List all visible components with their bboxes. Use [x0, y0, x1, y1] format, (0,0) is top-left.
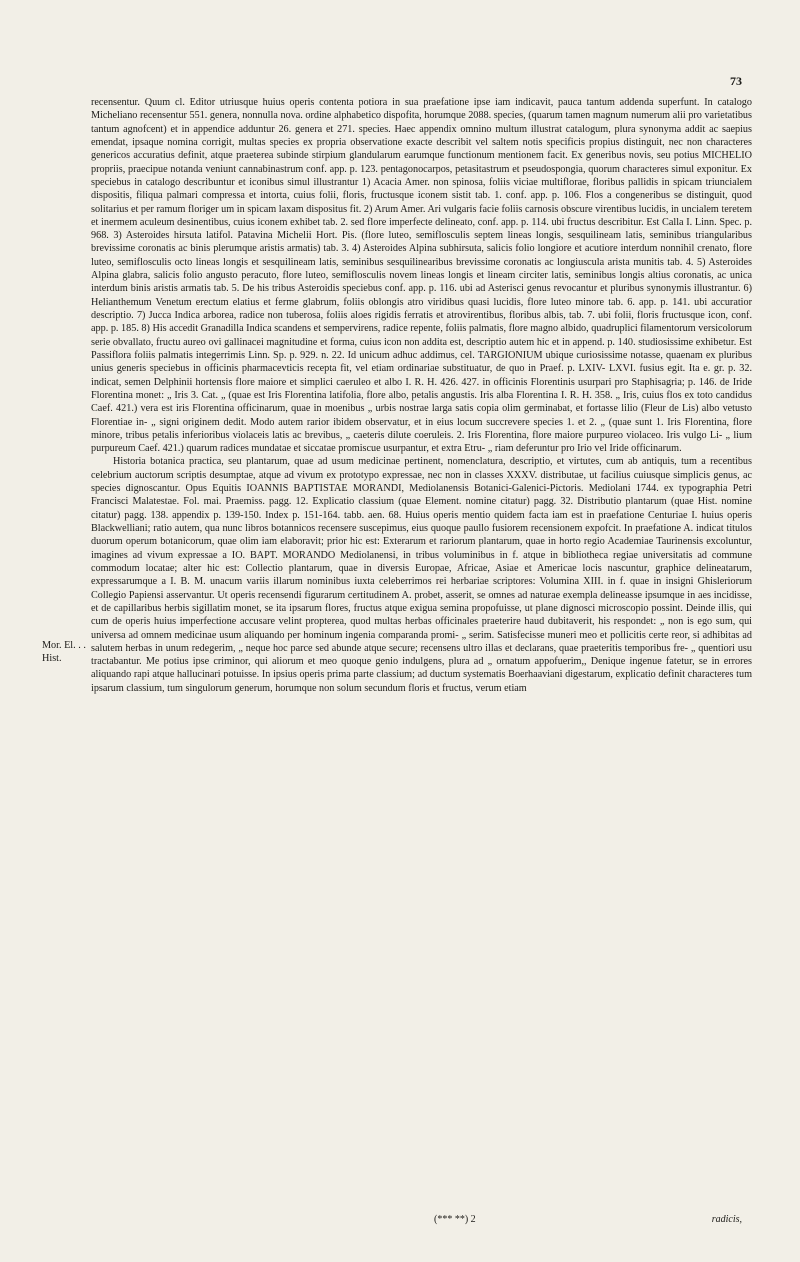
body-text — [91, 96, 752, 695]
signature-mark: (*** **) 2 — [434, 1214, 476, 1225]
paragraph-targioni-catalogue: recensentur. Quum cl. Editor utriusque huius operis contenta potiora in sua praefatione ipse iam indicavit, pauca tantum addenda superfunt. In catalogo Micheliano recensentur 551. genera, nonnulla nova. ordine alphabetico dispofita, horumque 2088. species, (quarum tamen magnum numerum alii pro varietatibus tantum agnofcent) et in appendice adduntur 26. genera et 271. species. Haec appendix omnino multum illustrat catalogum, plura synonyma addit ac saepius emendat, ipsaque nomina corrigit, multas species ex propria observatione exacte describit vel saltem notis specificis propius distinguit, nec non characteres genericos accuratius definit, atque praeterea subinde stirpium glandularum earumque functionum mentionem facit. Ex generibus novis, seu potius MICHELIO propriis, praecipue notanda veniunt cannabinastrum conf. app. p. 123. pentagonocarpos, petasitastrum et pseudospongia, quorum characteres simul exponitur. Ex speciebus in catalogo describuntur et iconibus simul illustrantur 1) Acacia Amer. non spinosa, foliis viciae multiflorae, floribus pallidis in spicam triuncialem dispositis, filiqua palmari compressa et intorta, cuius folii, floris, fructusque iconem sistit tab. 1. conf. app. p. 106. Flos a congeneribus se distinguit, quod solitarius et per ramum floriger um in spicam laxam dispositus fit. 2) Arum Amer. Ari vulgaris facie foliis carnosis obscure virentibus lucidis, in uncialem teretem et inermem aculeum desinentibus, cuius iconem exhibet tab. 2. sed flore imperfecte delineato, conf. app. p. 114. ubi fructus describitur. Est Calla I. Linn. Spec. p. 968. 3) Asteroides hirsuta latifol. Patavina Michelii Hort. Pis. (flore luteo, semiflosculis septem lineas longis, sesquilineam latis, seminibus triangularibus brevissime coronatis ac binis plerumque aristis armatis) tab. 3. 4) Asteroides Alpina subhirsuta, salicis folio longiore et acutiore interdum nonnihil crenato, flore luteo, semiflosculis octo lineas longis et sesquilineam latis, seminibus sesquilinearibus brevissime coronatis ac longiuscula arista munitis tab. 4. 5) Asteroides Alpina glabra, salicis folio angusto peracuto, flore luteo, semiflosculis novem lineas longis et lineam circiter latis, seminibus longis altius coronatis, ac unica interdum binis aristis armatis tab. 5. De his tribus Asteroidis speciebus conf. app. p. 116. ubi ad Asterisci genus revocantur et pluribus synonymis illustrantur. 6) Helianthemum Venetum erectum elatius et ferme glabrum, foliis oblongis atro viridibus quasi lucidis, flore luteo minore tab. 6. app. p. 141. ubi accuratior descriptio. 7) Jucca Indica arborea, radice non tuberosa, foliis aloes rigidis ferratis et atrovirentibus, floribus albis, tab. 7. ubi folii, floris fructusque icon, conf. app. p. 185. 8) His accedit Granadilla Indica scandens et sempervirens, radice repente, foliis palmatis, flore magno albido, quadruplici filamentorum versicolorum serie obvallato, fructu aureo ovi gallinacei magnitudine et forma, cuius icon non addita est, descriptio autem hic et in append. p. 140. studiosissime exhibetur. Est Passiflora foliis palmatis integerrimis Linn. Sp. p. 929. n. 22. Id unicum adhuc addimus, cel. TARGIONIUM ubique curiosissime notasse, quaenam ex pluribus unius generis speciebus in officinis pharmacevticis recepta fit, vel etiam ordinariae substituatur, de quo in Praef. p. LXIV- LXVI. fusius egit. Ita e. gr. p. 32. indicat, semen Delphinii hortensis flore maiore et simplici caeruleo et albo I. R. H. 426. 427. in officinis Florentinis usurpari pro Staphisagria; p. 146. de Iride Florentina monet: „ Iris 3. Cat. „ (quae est Iris Florentina latifolia, flore albo, petalis angustis. Iris alba Florentina I. R. H. 358. „ Iris, cuius flos ex toto candidus Caef. 421.) vera est iris Florentina officinarum, quae in moenibus „ urbis nostrae larga satis copia olim germinabat, et fortasse lilio (Fleur de Lis) albo vetusto Florentiae in- „ signi originem dedit. Modo autem rarior ibidem observatur, et in eius locum succrevere species 1. et 2. „ (quae sunt 1. Iris Florentina, flore minore, tribus petalis inferioribus violaceis latis ac brevibus, „ caeteris dilute coeruleis. 2. Iris Florentina, flore maiore purpureo violaceo. Iris vulgo Li- „ lium purpureum Caef. 421.) quarum radices mundatae et siccatae promiscue usurpantur, et extra Etru- „ riam deferuntur pro Irio vel Iride officinarum. — [91, 97, 752, 455]
catchword: radicis, — [711, 1214, 742, 1225]
page-number: 73 — [730, 74, 742, 88]
paragraph-morandi-historia: Historia botanica practica, seu plantarum, quae ad usum medicinae pertinent, nomenclatura, descriptio, et virtutes, cum ab antiquis, tum a recentibus celebrium auctorum scriptis desumptae, atque ad vivum ex prototypo expressae, nec non in classes XXXV. distributae, ut facilius cuiusque simplicis genus, ac species dignoscantur. Opus Equitis IOANNIS BAPTISTAE MORANDI, Mediolanensis Botanici-Galenici-Pictoris. Mediolani 1744. ex typographia Petri Francisci Malatestae. Fol. mai. Praemiss. pagg. 12. Explicatio classium (quae Element. nomine citatur) pagg. 32. Distributio plantarum (quae Hist. nomine citatur) pagg. 138. appendix p. 139-150. Index p. 151-164. tabb. aen. 68. Huius operis mentio quidem facta iam est in praefatione Centuriae I. huius operis Blackwelliani; ratio autem, qua nunc libros botannicos recensere suscepimus, eius quoque paullo fusiorem recensionem expofcit. In praefatione A. indicat titulos duorum operum botanicorum, quae olim iam elaboravit; prior hic est: Exterarum et rariorum plantarum, quae in horto regio Academiae Taurinensis excoluntur, imagines ad vivum expressae a IO. BAPT. MORANDO Mediolanensi, in tribus voluminibus in f. atque in bibliotheca regiae universitatis ad commune commodum locatae; alter hic est: Collectio plantarum, quae in diversis Europae, Africae, Asiae et Americae locis nascuntur, graphice delineatarum, expressarumque a I. B. M. unacum variis illarum nominibus iuxta celeberrimos rei herbariae scriptores: Volumina XIII. in f. quae in insigni Ghisleriorum Collegio Papiensi asservantur. Ut operis recensendi figurarum certitudinem A. probet, asserit, se omnes ad naturae exempla delineasse ipsumque in aes incidisse, et de capillaribus herbis sigillatim monet, se ita ipsarum flores, fructus atque exigua semina propofuisse, ut plane dignosci microscopio possint. Deinde illis, qui cum de operis huius imperfectione accusare velint propterea, quod multas herbas officinales praeterire haud dubitaverit, his respondet: „ non is ego sum, qui universa ad omnem medicinae usum aliquando per hominum ingenia comparanda promi- „ serim. Satisfecisse muneri meo et pollicitis certe reor, si adhibitas ad salutem herbas in unum redegerim, „ neque hoc parce sed abunde atque secure; recensens ultro illas et declarans, quae praeteritis temporibus fre- „ quentiori usu tractabantur. Me potius ipse criminor, qui aliorum et meo quoque genio indulgens, plura ad „ ornatum appofuerim,, Denique ingenue fatetur, se in errores aliquando rapi atque hallucinari potuisse. In ipsius operis prima parte classium; ad ductum systematis Boerhaaviani digestarum, explicatio definit characteres tum ipsarum classium, tum singulorum generum, horumque non solum secundum floris et fructus, verum etiam — [91, 456, 752, 694]
margin-note: Mor. El. . . Hist. — [42, 640, 86, 665]
